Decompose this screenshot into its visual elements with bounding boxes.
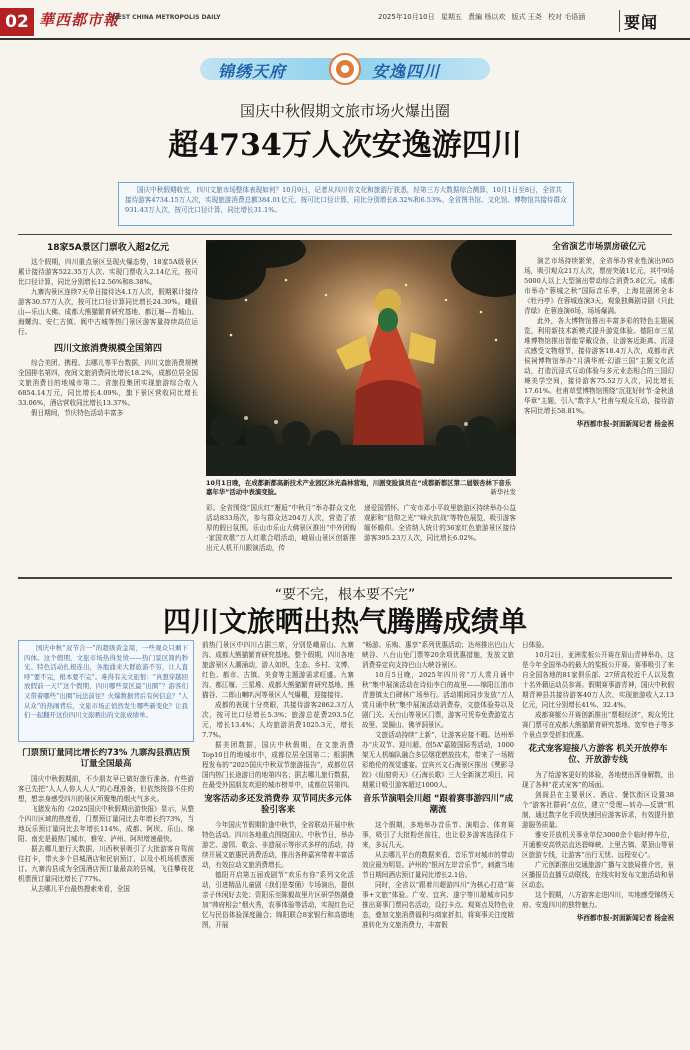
story2-left-subhead: 门票预订量同比增长约73% 九寨沟县酒店预订量全国最高 xyxy=(22,748,190,770)
story1-right-p1: 演艺市场持续繁荣，全省举办营业性演出965场，吸引观众21万人次，票房突破1亿元，其中9场5000人以上大型演出带动综合消费5.8亿元。成都市举办“蓉城之秋”国际音乐季，上海昆剧团全本《牡丹亭》在蓉城连演3天，观象独舞剧诗剧《只此青绿》在蓉连演6场，场场爆满。 xyxy=(524,257,674,316)
story2-mid-subhead: 宠客活动多还发消费券 双节同庆多元体验引客来 xyxy=(204,794,352,816)
story1-left-p4: 假日期间，节庆特色活动丰富多 xyxy=(31,409,124,418)
story1-left-subhead1: 18家5A景区门票收入超2亿元 xyxy=(46,243,169,253)
opera-performance-photo xyxy=(206,240,516,476)
story1-mid-column2 xyxy=(364,503,516,571)
story1-left-p2: 九寨沟景区连续7天单日接待达4.1万人次，假期累计接待游客30.57万人次，按可比口径计算同比增长24.39%。峨眉山—乐山大佛、成都大熊猫繁育研究基地、都江堰—青城山、海螺沟、安仁古镇、阆中古城等热门景区游客量持续高位运行。 xyxy=(18,288,198,337)
story1-mid-p1: 彩。全省围绕“国庆红”邂逅“中秋月”举办群众文化活动833场次，参与群众达204万人次，营造了浓厚的假日氛围。乐山市乐山大佛景区推出“中外团购·家国欢歌”万人红歌合唱活动，峨眉山景区创新推出元人机开川跟演活动，传 xyxy=(206,504,356,553)
story1-lead: 国庆中秋假期收官，四川文旅市场整体表现如何？10月9日，记者从四川省文化和旅游厅获悉，经第三方大数据综合测算，10月1日至8日，全省共接待游客4734.15万人次，实现旅游消费总额384.01亿元，按可比口径计算，同比分别增长8.32%和6.53%。全省图书馆、文化馆、博物馆共接待群众931.43万人次，按可比口径计算，同比增长31.1%。 xyxy=(125,186,567,214)
header-meta xyxy=(378,12,585,22)
story2-mid2-p5: 从去哪儿平台的数据来看，音乐节对城市的带动效应最为明显。泸州的“银河左岸音乐节”，刺激当地节日期间酒店预订量同比增长2.1倍。 xyxy=(362,851,514,880)
photo-caption xyxy=(206,479,516,498)
story2-intro-box xyxy=(18,640,194,742)
story2-mid2-p6: 同时，全省以“跟着川超游四川”为核心打造“赛事+文旅”体验。广安、宜宾、遂宁等川超城市同步推出赛事门票同名活动，设打卡点、观赛点及特色业态，叠加文旅消费福利与商家折扣，将赛事关注度精准转化为文旅消费力，丰富假 xyxy=(362,881,514,930)
story2-mid-column2 xyxy=(362,640,514,1044)
story1-right-credit: 华西都市报-封面新闻记者 杨金祝 xyxy=(576,420,674,429)
story2-mid-p2: 成都的表现十分亮眼，共接待游客2862.3万人次，按可比口径增长5.3%；旅游总花费293.5亿元，增长13.4%；人均旅游消费1025.3元，增长7.7%。 xyxy=(202,701,354,740)
story2-mid2-p2: 10月5日晚，2025年四川省“万人赏月诵中秋”集中展演活动在诗仙李白的故里——绵阳江油市青莲镇太白碑林广场举行。活动期间同步发放“万人赏月诵中秋”集中展演活动消费券，文旅体验券以及剧门关、天台山等景区门票，游客可凭券免费游览古故里、窦圌山、佛爷洞景区。 xyxy=(362,671,514,730)
story2-left-column xyxy=(18,748,194,1044)
rule-under-lead xyxy=(18,234,672,235)
paper-name: 華西都市報 xyxy=(39,11,120,29)
story1-left-p3: 综合美团、携程、去哪儿等平台数据，四川文旅消费规模全国排名第四，夜间文旅消费同比增长18.2%，成都位居全国文旅消费目的地城市第二。省旅投集团实现旅游综合收入6854.14万元，同比增长4.09%，旗下景区营收同比增长33.06%，酒店营收同比增长13.37%。 xyxy=(18,359,198,408)
story2-mid-p5: 德阳开启第五届戏剧节“欢乐有你”系列文化活动，引进精品儿童剧《我们是秦俑》专场演出，提供亲子休闲好去处；资阳乐至陈毅故里片区研学热潮叠加“帅府相会”烟火秀，农事体验等活动，实现红色记忆与民俗体验深度融合；绵阳联合8家银行和高德地图，开展 xyxy=(202,871,354,930)
story2-headline: 四川文旅晒出热气腾腾成绩单 xyxy=(162,605,527,638)
story2-right-p8: 这个假期，八方游客走进四川，实地感受锦绣天府、安逸四川的独特魅力。 xyxy=(522,891,674,910)
story2-mid-p4: 今年国庆节假期阶逢中秋节，全省联动开展中秋特色活动。四川各地重点围绕国庆、中秋节日，举办游艺、游园、歌会、非遗展示等形式多样的活动，持续开展文旅惠民消费活动，推出各种嘉宾带着丰富活动，有效拉动文旅消费增长。 xyxy=(202,821,354,870)
issue-date: 2025年10月10日 xyxy=(378,13,435,21)
banner-right-text: 安逸四川 xyxy=(372,62,441,81)
header-rule xyxy=(0,38,690,40)
campaign-banner xyxy=(200,48,490,88)
story2-left-p4: 从去哪儿平台最热搜索来看，全国 xyxy=(31,885,130,894)
story2-intro: 国庆中秋“双节合一”的超级黄金周，一些观众只剩下四体。这个假期，文旅市场热得发烫——热门景区简约秒光、特色活动扎根连出，各地涌来大群旅游不穷，让人直呼“要不完，根本要不完”。难得有关文旅恨：“真想穿越回放假前一天!”这个假期，四川哪些景区最“出圈”？游客们又带着哪些“出圈”玩法前往？火爆数据背后有何信息？“人从众”的热闹背后，文旅市场正悄然发生哪些新变化？让我们一起翻开这份四川文旅晒出的文旅成绩单。 xyxy=(24,644,188,720)
sichuan-emblem-icon xyxy=(328,52,362,86)
story1-right-p2: 此外，各大博物馆推出丰富多彩的特色主题展览，利用新技术新模式提升游览体验。德阳市三星堆博物馆推出智能穿戴设备，让游客近距离、沉浸式感受文物细节，接待游客18.4万人次，成都市武侯祠博物馆举办“月满华庭·幻游三国”主题文化活动，打造沉浸式互动体验与多元业态相合的三国幻境美学空间，接待游客75.52万人次，同比增长17.61%。杜甫草堂博物馆围绕“沉花好时节·金秋逍华章”主题，引入“数字人”杜甫与观众互动，接待游客同比增长58.81%。 xyxy=(524,317,674,416)
story2-right-p1: 日体验。 xyxy=(522,641,549,649)
section-divider xyxy=(619,10,620,32)
story1-kicker: 国庆中秋假期文旅市场火爆出圈 xyxy=(239,102,450,120)
story2-right-credit: 华西都市报-封面新闻记者 杨金祝 xyxy=(576,914,674,923)
story2-right-p3: 成都赛艇公开赛创新推出“票根经济”，观众凭比赛门票可在成都大熊猫繁育研究基地、宽窄巷子等多个景点享受折扣优惠。 xyxy=(522,711,674,740)
weekday: 星期五 xyxy=(440,13,462,21)
story1-right-column xyxy=(524,240,674,572)
photo-caption-credit: 新华社发 xyxy=(490,488,516,497)
page-header xyxy=(0,0,690,40)
story2-mid2-p1: “畅游、乐购、惠享”系列优惠活动；达州推出巴山大峡谷、八台山免门票等20余项优惠措施，发放文旅消费券定向支持巴山大峡谷景区。 xyxy=(362,641,514,670)
story2-mid-p3: 据美团数据，国庆中秋假期，在文旅消费Top10目的地城市中，成都位居全国第二；根据携程发布的“2025国庆中秋双节旅游报告”，成都位居国内热门长途游目的地第四名；据去哪儿旅行数据，在最受外国朋友欢迎的城市榜单中，成都位居第四。 xyxy=(202,741,354,790)
story2-left-p1: 国庆中秋假期前，不少朋友早已做好旅行准备。有些游客已先把“人人人你人人人”的心理准备，但依然按捺不住的想，想亲身感受四川的景区所聚集的烟火气多火。 xyxy=(18,775,194,804)
photo-caption-text: 10月1日晚，在成都新都高新技术产业园区沐光森林营地，川剧变脸演员在“成都新都区第二届银杏林下音乐嘉年华”活动中表演变脸。 xyxy=(206,479,512,497)
story2-right-column xyxy=(522,640,674,1044)
story2-mid2-p3: 文旅活动持续“上新”，让游客应接不暇。达州举办“庆双节、迎川超、创5A”嘉陵国际秀活动，1000架无人机编队融合多层烟花燃放技术，带来了一场精彩绝伦的视觉盛宴。宜宾兴文石海景区推出《僰影寻踪》《仙窟荷天》《石海长歌》三大全新演艺项目，同期累计吸引游客超过1000人。 xyxy=(362,731,514,790)
story1-mid2-p1: 递爱国情怀。广安市邓小平故里旅游区持续举办公益观影和“信仰之光”“峰火抗战”等特色展览，吸引游客缅怀瞻仰。全省纳入统计的36家红色旅游景区接待游客395.23万人次，同比增长6.02%。 xyxy=(364,504,516,543)
story2-right-p5: 剑阁县在主要景区、酒店、餐饮街区设置38个“游客社群码”点位，建立“受理—转办—反馈”机制，通过数字化手段快速回应游客诉求，有效提升旅游服务质量。 xyxy=(522,791,674,830)
page-number: 02 xyxy=(0,8,34,36)
story1-lead-box xyxy=(118,182,574,226)
editor: 責編 杨以欢 xyxy=(468,13,506,21)
story1-left-subhead2: 四川文旅消费规模全国第四 xyxy=(53,344,162,355)
story1-right-subhead: 全省演艺市场票房破亿元 xyxy=(552,242,646,252)
story2-left-p2: 飞猪发布的《2025国庆中秋假期出游快报》显示，从整个四川区域的热度看，门票预订量同比去年增长约73%，当地玩乐预订量同比去年增长114%，成都、阿坝、乐山、绵阳、南充是最热门城市，雅安、泸州、阿坝增速最快。 xyxy=(18,805,194,844)
story2-left-p3: 据去哪儿旅行大数据，川西秋景吸引了大批游客自驾前往打卡，带火多个县城酒店和民宿预订，以及小机场机票预订。九寨沟县成为全国酒店预订量最高的县城，飞往攀枝花机票预订量同比增长了77%。 xyxy=(18,845,194,884)
paper-english: WEST CHINA METROPOLIS DAILY xyxy=(111,14,221,21)
story2-mid-p1: 前热门景区中四川占据三席，分别是峨眉山、九寨沟、成都大熊猫繁育研究基地。整个假期，四川各地旅游景区人潮涌动，游人如织，生态、乡村、文博、红色、都市、古镇、美食等主题游需求旺盛。九寨沟、都江堰、三星堆、成都大熊猫繁育研究基地、熊猫谷、二郎山喇叭河等景区人气爆棚，迎接接待。 xyxy=(202,641,354,700)
story2-right-p7: 广元创新推出交通旅游广播与文旅局推介官，景区播报员直播互动联线，在线实时发布文旅活动和景区动态。 xyxy=(522,861,674,890)
news-photo xyxy=(206,240,516,476)
story2-kicker: “要不完，根本要不完” xyxy=(274,587,416,603)
story2-mid2-subhead: 音乐节演唱会川超 “跟着赛事游四川”成潮流 xyxy=(362,794,514,816)
story2-mid2-p4: 这个假期，多地举办音乐节、演唱会、体育赛事，吸引了大批粉丝前往，也让很多游客选择住下来，多玩几天。 xyxy=(362,821,514,850)
story2-right-p6: 雅安开放机关事业单位3000余个临时停车位，开通雅安高铁站直达碧峰峡、上里古镇、蒙顶山等景区旅游专线，让游客“出行无忧、远程安心”。 xyxy=(522,831,674,860)
story1-headline: 超4734万人次安逸游四川 xyxy=(168,128,522,163)
layout-editor: 版式 王尧 xyxy=(511,13,542,21)
story1-left-column xyxy=(18,240,198,502)
section-name: 要闻 xyxy=(624,13,659,32)
banner-left-text: 锦绣天府 xyxy=(218,62,287,81)
proofreader: 校对 毛语涵 xyxy=(548,13,586,21)
story1-left-p1: 这个假期，四川重点景区呈现火爆态势，18家5A级景区累计接待游客522.35万人次、实现门票收入2.14亿元，按可比口径计算，同比分别增长12.56%和8.38%。 xyxy=(18,258,198,287)
story2-right-subhead: 花式宠客迎接八方游客 机关开放停车位、开放游专线 xyxy=(528,744,668,766)
story2-right-p4: 为了给游客更好的体验，各地使出浑身解数，出现了各种“花式宠客”的场面。 xyxy=(522,771,674,790)
rule-between-stories xyxy=(18,577,672,579)
story2-mid-column1 xyxy=(202,640,354,1044)
story2-right-p2: 10月2日，亚洲浆板公开赛在眉山青神举办，这是今年全国举办的最大的桨板公开赛。赛事吸引了来自全国各地的81家俱乐部、27所高校近千人以及数十名外籍运动员参赛。假期赛事游青神，国庆中秋假期青神县共接待游客40万人次，实现旅游收入2.13亿元，同比分别增长41%、32.4%。 xyxy=(522,651,674,710)
story1-mid-column1 xyxy=(206,503,356,571)
